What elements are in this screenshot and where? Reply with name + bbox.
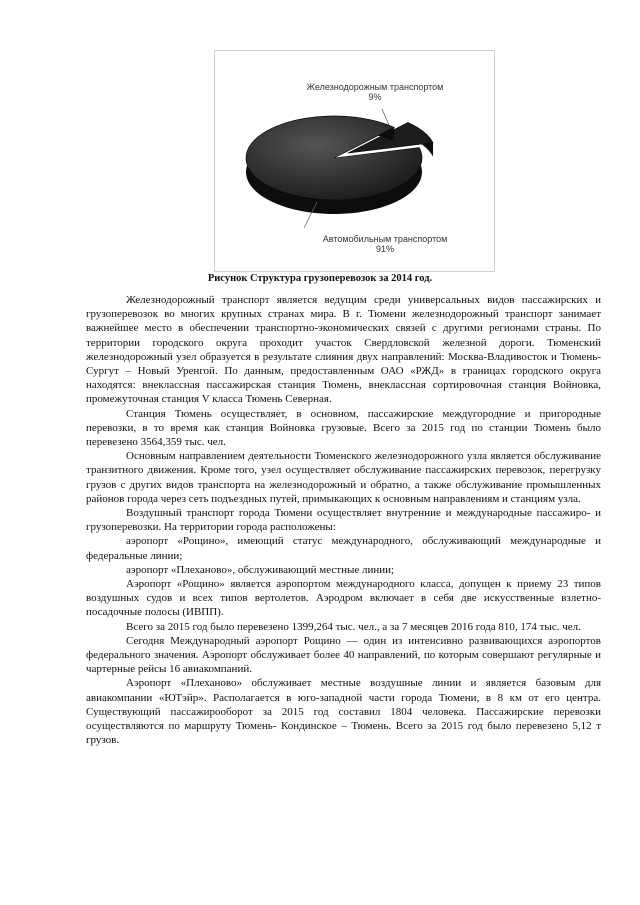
figure-caption: Рисунок Структура грузоперевозок за 2014 год. — [207, 273, 433, 284]
label-rail-name: Железнодорожным транспортом — [306, 82, 444, 92]
label-auto-value: 91% — [375, 244, 394, 254]
paragraph: Аэропорт «Рощино» является аэропортом международного класса, допущен к приему 23 типов воздушных судов и всех типов вертолетов. Аэродром включает в себя две искусственные взлетно-посадочные полосы (ИВПП). — [86, 578, 601, 619]
label-auto-name: Автомобильным транспортом — [322, 234, 448, 244]
label-rail — [290, 82, 460, 102]
paragraph: аэропорт «Рощино», имеющий статус международного, обслуживающий международные и федеральные линии; — [86, 535, 601, 562]
paragraph: Станция Тюмень осуществляет, в основном, пассажирские междугородние и пригородные перевозки, в то время как станция Войновка грузовые. Всего за 2015 год по станции Тюмень было перевезено 3564,359 тыс. чел. — [86, 407, 601, 449]
paragraph: Всего за 2015 год было перевезено 1399,264 тыс. чел., а за 7 месяцев 2016 года 810, 174 тыс. чел. — [126, 620, 581, 633]
label-auto — [305, 234, 465, 254]
label-rail-value: 9% — [368, 92, 382, 102]
paragraph: Сегодня Международный аэропорт Рощино — один из интенсивно развивающихся аэропортов федерального значения. Аэропорт обслуживает более 40 направлений, по которым совершают регулярные и чартерные рейсы 16 авиакомпаний. — [86, 634, 601, 676]
paragraph: Аэропорт «Плеханово» обслуживает местные воздушные линии и является базовым для авиакомпании «ЮТэйр». Располагается в юго-западной части города Тюмени, в 8 км от его центра. Существующий пассажирооборот за 2015 год составил 1804 человека. Пассажирские перевозки осуществляются по маршруту Тюмень- Кондинское – Тюмень. Всего за 2015 год было перевезено 5,12 т грузов. — [86, 677, 601, 747]
paragraph: Основным направлением деятельности Тюменского железнодорожного узла является обслуживание транзитного движения. Кроме того, узел осуществляет обслуживание пассажирских перевозок, перегрузку грузов с других видов транспорта на железнодорожный и обратно, а также обслуживание промышленных районов города через сеть подъездных путей, примыкающих к основным направлениям и станциям узла. — [86, 450, 601, 505]
body-text — [86, 293, 601, 748]
leader-line-rail — [382, 109, 389, 125]
paragraph: аэропорт «Плеханово», обслуживающий местные линии; — [126, 563, 395, 576]
paragraph: Воздушный транспорт города Тюмени осуществляет внутренние и международные пассажиро- и грузоперевозки. На территории города расположены: — [86, 507, 601, 534]
paragraph: Железнодорожный транспорт является ведущим среди универсальных видов пассажирских и грузоперевозок во многих крупных странах мира. В г. Тюмени железнодорожный транспорт занимает важнейшее место в обеспечении транспортно-экономических связей с другими регионами страны. По территории городского округа проходит участок Свердловской железной дороги. Тюменский железнодорожный узел образуется в результате слияния двух направлений: Москва-Владивосток и Тюмень-Сургут – Новый Уренгой. По данным, предоставленным ОАО «РЖД» в границах городского округа находятся: внеклассная пассажирская станция Тюмень, внеклассная сортировочная станция Войновка, промежуточная станция V класса Тюмень Северная. — [86, 294, 601, 406]
